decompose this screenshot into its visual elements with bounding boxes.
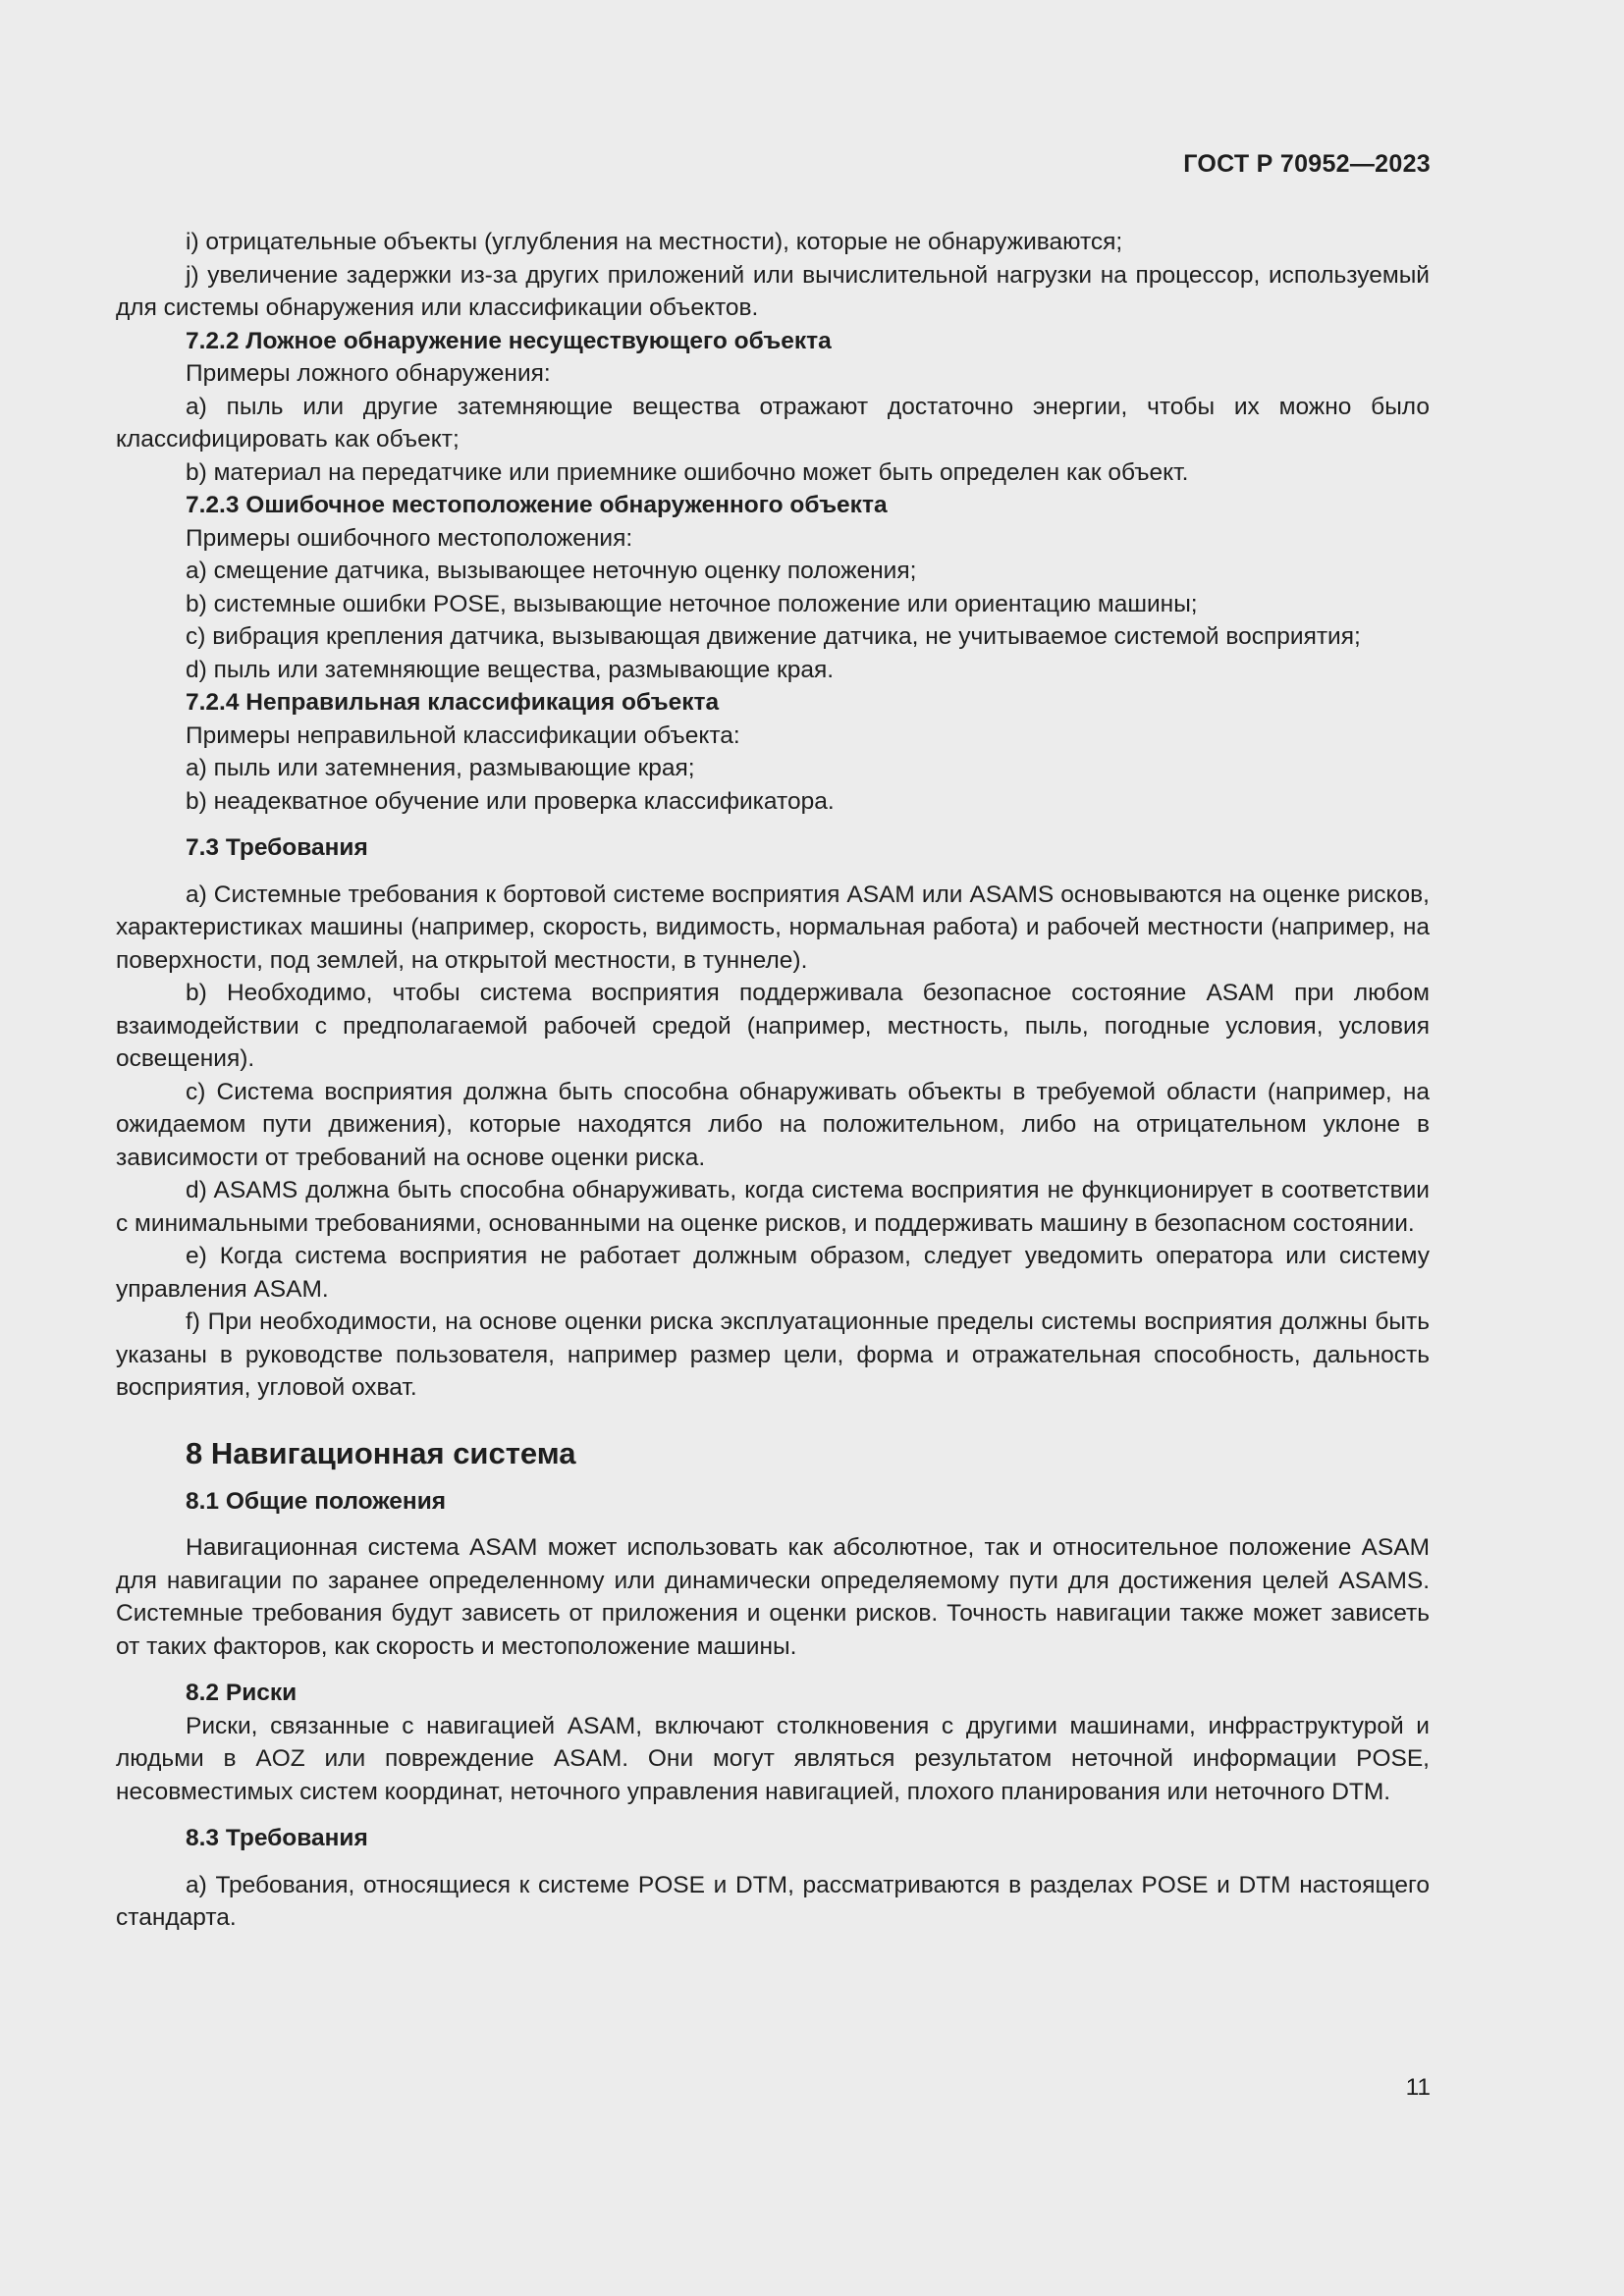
heading-7-2-4: 7.2.4 Неправильная классификация объекта [186,689,720,716]
list-item-i: i) отрицательные объекты (углубления на местности), которые не обнаруживаются; [186,229,1123,255]
list-item-7-2-2-b: b) материал на передатчике или приемнике ошибочно может быть определен как объект. [186,458,1189,486]
list-item-7-2-3-a: a) смещение датчика, вызывающее неточную оценку положения; [186,558,917,584]
paragraph-8-1: Навигационная система ASAM может использовать как абсолютное, так и относительное положение ASAM для навигации по заранее определенному или динамически определяемому пути для достижения целей ASAMS. Системные требования будут зависеть от приложения и оценки рисков. Точность навигации также может зависеть от таких факторов, как скорость и местоположение машины. [116,1534,1430,1660]
heading-8-3: 8.3 Требования [186,1825,368,1851]
list-item-7-2-4-a: a) пыль или затемнения, размывающие края; [186,755,695,781]
list-item-j: j) увеличение задержки из-за других приложений или вычислительной нагрузки на процессор, используемый для системы обнаружения или классификации объектов. [116,261,1430,321]
requirement-7-3-a: a) Системные требования к бортовой системе восприятия ASAM или ASAMS основываются на оценке рисков, характеристиках машины (например, скорость, видимость, нормальная работа) и рабочей местности (например, на поверхности, под землей, на открытой местности, в туннеле). [116,881,1430,974]
document-id-header: ГОСТ Р 70952—2023 [1183,150,1431,178]
heading-7-2-2: 7.2.2 Ложное обнаружение несуществующего объекта [186,327,832,354]
requirement-7-3-b: b) Необходимо, чтобы система восприятия поддерживала безопасное состояние ASAM при любом взаимодействии с предполагаемой рабочей средой (например, местность, пыль, погодные условия, условия освещения). [116,980,1430,1072]
list-item-7-2-4-b: b) неадекватное обучение или проверка классификатора. [186,787,835,815]
requirement-7-3-e: e) Когда система восприятия не работает должным образом, следует уведомить оператора или систему управления ASAM. [116,1243,1430,1303]
paragraph-7-2-3-intro: Примеры ошибочного местоположения: [186,524,633,552]
requirement-7-3-f: f) При необходимости, на основе оценки риска эксплуатационные пределы системы восприятия должны быть указаны в руководстве пользователя, например размер цели, форма и отражательная способность, дальность восприятия, угловой охват. [116,1308,1430,1401]
list-item-7-2-3-b: b) системные ошибки POSE, вызывающие неточное положение или ориентацию машины; [186,590,1198,617]
page-content [116,226,1430,1935]
paragraph-7-2-4-intro: Примеры неправильной классификации объекта: [186,721,740,749]
requirement-7-3-c: c) Система восприятия должна быть способна обнаруживать объекты в требуемой области (например, на ожидаемом пути движения), которые находятся либо на положительном, либо на отрицательном уклоне в зависимости от требований на основе оценки риска. [116,1078,1430,1171]
list-item-7-2-3-c: c) вибрация крепления датчика, вызывающая движение датчика, не учитываемое системой восприятия; [186,623,1361,650]
section-8-title: 8 Навигационная система [186,1435,576,1470]
heading-8-1: 8.1 Общие положения [186,1487,447,1515]
page-number: 11 [1405,2074,1431,2101]
paragraph-7-2-2-intro: Примеры ложного обнаружения: [186,360,551,387]
heading-8-2: 8.2 Риски [186,1680,298,1706]
list-item-7-2-3-d: d) пыль или затемняющие вещества, размывающие края. [186,656,835,683]
requirement-8-3-a: a) Требования, относящиеся к системе POSE и DTM, рассматриваются в разделах POSE и DTM настоящего стандарта. [116,1871,1430,1931]
list-item-7-2-2-a: a) пыль или другие затемняющие вещества отражают достаточно энергии, чтобы их можно было классифицировать как объект; [116,393,1430,453]
requirement-7-3-d: d) ASAMS должна быть способна обнаруживать, когда система восприятия не функционирует в соответствии с минимальными требованиями, основанными на оценке рисков, и поддерживать машину в безопасном состоянии. [116,1177,1430,1237]
heading-7-3: 7.3 Требования [186,834,368,861]
heading-7-2-3: 7.2.3 Ошибочное местоположение обнаруженного объекта [186,492,888,518]
paragraph-8-2: Риски, связанные с навигацией ASAM, включают столкновения с другими машинами, инфраструктурой и людьми в AOZ или повреждение ASAM. Они могут являться результатом неточной информации POSE, несовместимых систем координат, неточного управления навигацией, плохого планирования или неточного DTM. [116,1712,1430,1805]
